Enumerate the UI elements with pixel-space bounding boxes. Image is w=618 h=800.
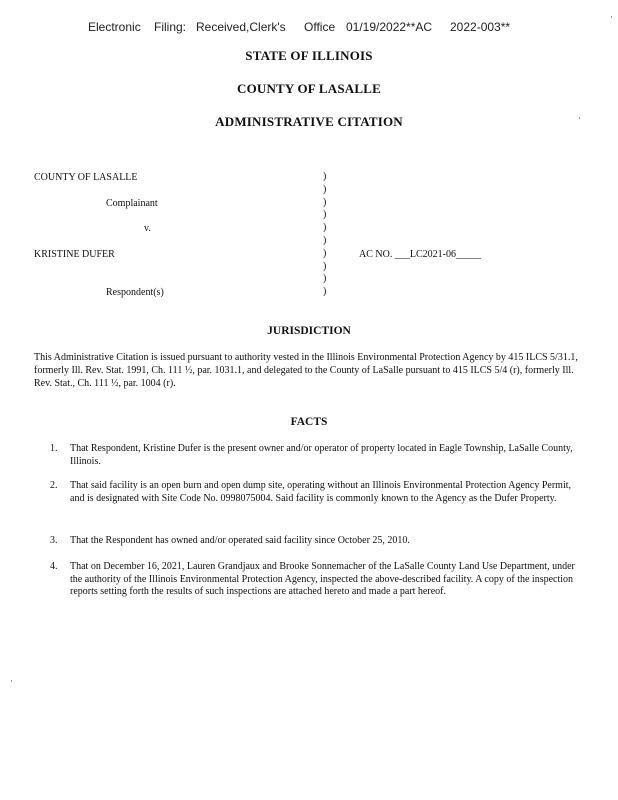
defendant-name: KRISTINE DUFER — [34, 249, 115, 260]
facts-heading: FACTS — [290, 416, 328, 428]
respondents-label: Respondent(s) — [106, 287, 164, 298]
fact-number: 2. — [50, 480, 58, 491]
jurisdiction-text: This Administrative Citation is issued pursuant to authority vested in the Illinois Environmental Protection Agency by 415 ILCS 5/31.1, formerly Ill. Rev. Stat. 1991, Ch. 111 ½, par. 1031.1, and delegated to the County of LaSalle pursuant to 415 ILCS 5/4 (r), formerly Ill. Rev. Stat., Ch. 111 ½, par. 1004 (r). — [34, 352, 578, 389]
stamp-number: 2022-003** — [450, 20, 511, 34]
scan-mark: · — [578, 113, 581, 123]
stamp-received: Received,Clerk's — [196, 20, 286, 34]
state-heading: STATE OF ILLINOIS — [245, 48, 373, 63]
stamp-date: 01/19/2022**AC — [346, 20, 433, 34]
fact-text: That the Respondent has owned and/or operated said facility since October 25, 2010. — [70, 535, 410, 546]
ac-number: AC NO. ___LC2021-06_____ — [359, 249, 481, 260]
stamp-filing: Filing: — [154, 20, 187, 34]
county-heading: COUNTY OF LASALLE — [236, 81, 381, 96]
plaintiff-name: COUNTY OF LASALLE — [34, 172, 138, 183]
fact-number: 3. — [50, 535, 58, 546]
stamp-office: Office — [304, 20, 336, 34]
fact-number: 4. — [50, 561, 58, 572]
scan-mark: · — [610, 12, 613, 22]
stamp-label: Electronic — [88, 20, 141, 34]
fact-text: That Respondent, Kristine Dufer is the present owner and/or operator of property located in Eagle Township, LaSalle County, Illinois. — [70, 443, 573, 467]
fact-text: That on December 16, 2021, Lauren Grandjaux and Brooke Sonnemacher of the LaSalle County Land Use Department, under the authority of the Illinois Environmental Protection Agency, inspected the above-described facility. A copy of the inspection reports setting forth the results of such inspections are attached hereto and made a part hereof. — [70, 561, 575, 597]
fact-text: That said facility is an open burn and open dump site, operating without an Illinois Environmental Protection Agency Permit, and is designated with Site Code No. 0998075004. Said facility is commonly known to the Agency as the Dufer Property. — [70, 480, 572, 504]
fact-number: 1. — [50, 443, 58, 454]
caption-parentheses: ) ) ) ) ) ) ) ) ) ) — [323, 171, 327, 298]
citation-title: ADMINISTRATIVE CITATION — [215, 114, 403, 129]
versus-label: v. — [144, 223, 151, 234]
scan-mark: · — [10, 676, 13, 686]
jurisdiction-heading: JURISDICTION — [267, 325, 351, 337]
complainant-label: Complainant — [106, 198, 158, 209]
